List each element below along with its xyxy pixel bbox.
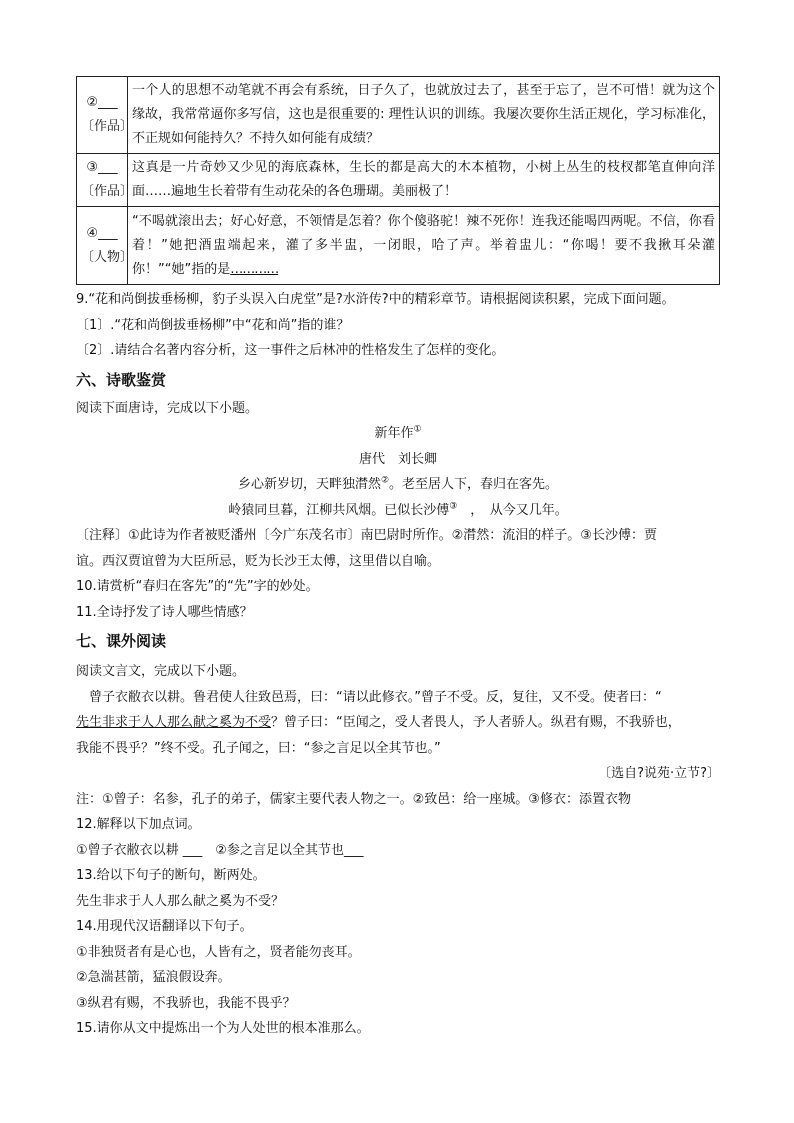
works-table <box>76 76 720 285</box>
question-9-1: 〔1〕.“花和尚倒拔垂杨柳”中“花和尚”指的谁？ <box>76 317 350 333</box>
label-category: 〔作品〕 <box>81 119 134 134</box>
question-13-sentence: 先生非求于人人那么献之奚为不受？ <box>76 893 285 909</box>
question-9: 9.“花和尚倒拔垂杨柳，豹子头误入白虎堂”是?水浒传?中的精彩章节。请根据阅读积累，完成下面问题。 <box>76 292 675 307</box>
question-12-items[interactable]: ①曾子衣敝衣以耕 ___ ②参之言足以全其节也___ <box>76 842 364 858</box>
poem-line: 乡心新岁切，天畔独潸然②。老至居人下，春归在客先。 <box>237 475 559 492</box>
footnote-mark: ① <box>413 424 422 435</box>
poem-note: 〔注释〕①此诗为作者被贬潘州〔今广东茂名市〕南巴尉时所作。②潸然：流泪的样子。③长沙傅：贾 <box>76 528 657 543</box>
source-citation: 〔选自?说苑·立节?〕 <box>598 766 720 781</box>
answer-blank[interactable]: ④___ <box>86 225 118 241</box>
footnote-mark: ② <box>380 475 390 486</box>
question-14-item: ③纵君有赐，不我骄也，我能不畏乎？ <box>76 995 296 1011</box>
answer-blank[interactable]: ②___ <box>86 95 118 110</box>
question-14: 14.用现代汉语翻译以下句子。 <box>76 919 253 934</box>
section-heading: 七、课外阅读 <box>76 632 167 650</box>
answer-blank[interactable]: ………… <box>230 261 279 277</box>
question-12: 12.解释以下加点词。 <box>76 817 201 832</box>
table-row <box>77 154 720 207</box>
table-row <box>77 77 720 154</box>
table-row <box>77 207 720 285</box>
row-label <box>77 154 134 207</box>
question-15: 15.请你从文中提炼出一个为人处世的根本准那么。 <box>76 1021 370 1036</box>
poem-author: 唐代 刘长卿 <box>358 451 437 467</box>
classical-note: 注：①曾子：名参，孔子的弟子，儒家主要代表人物之一。②致邑：给一座城。③修衣：添置衣物 <box>76 791 631 807</box>
worksheet-page <box>76 76 720 1042</box>
underlined-sentence: 先生非求于人人那么献之奚为不受 <box>76 715 272 730</box>
quote-text: 这真是一片奇妙又少见的海底森林，生长的都是高大的木本植物，小树上丛生的枝杈都笔直伸向洋面……遍地生长着带有生动花朵的各色珊瑚。美丽极了！ <box>128 154 720 207</box>
question-14-item: ①非独贤者有是心也，人皆有之，贤者能勿丧耳。 <box>76 944 361 960</box>
section-intro: 阅读下面唐诗，完成以下小题。 <box>76 400 259 416</box>
classical-text: 我能不畏乎？”终不受。孔子闻之，曰：“参之言足以全其节也。” <box>76 740 441 756</box>
question-10: 10.请赏析“春归在客先”的“先”字的妙处。 <box>76 579 319 594</box>
footnote-mark: ③ <box>449 501 458 512</box>
quote-text: 一个人的思想不动笔就不再会有系统，日子久了，也就放过去了，甚至于忘了，岂不可惜！就为这个缘故，我常常逼你多写信，这也是很重要的: 理性认识的训练。我屡次要你生活正规化，学习标准化，不正规如何能持久？不持久如何能有成绩？ <box>128 77 720 154</box>
question-9-2: 〔2〕.请结合名著内容分析，这一事件之后林冲的性格发生了怎样的变化。 <box>76 343 505 358</box>
label-category: 〔人物〕 <box>81 249 134 265</box>
question-14-item: ②急湍甚箭，猛浪假设奔。 <box>76 970 231 985</box>
quote-main: “不喝就滚出去；好心好意，不领情是怎着？你个傻骆驼！辣不死你！连我还能喝四两呢。不信，你看着！”她把酒盅端起来，灌了多半盅，一闭眼，哈了声。举着盅儿：“你喝！要不我揪耳朵灌你！”“她”指的是 <box>132 213 715 277</box>
poem-note: 谊。西汉贾谊曾为大臣所忌，贬为长沙王太傅，这里借以自喻。 <box>76 553 441 569</box>
poem-line: 岭猿同旦暮，江柳共风烟。已似长沙傅③ ， 从今又几年。 <box>228 501 568 518</box>
answer-blank[interactable]: ③___ <box>86 160 118 175</box>
quote-text <box>128 207 720 285</box>
section-heading: 六、诗歌鉴赏 <box>76 370 167 389</box>
row-label <box>77 77 134 154</box>
section-intro: 阅读文言文，完成以下小题。 <box>76 664 246 679</box>
question-13: 13.给以下句子的断句，断两处。 <box>76 868 266 883</box>
row-label <box>77 207 134 285</box>
question-11: 11.全诗抒发了诗人哪些情感？ <box>76 604 253 620</box>
classical-text: 曾子衣敝衣以耕。鲁君使人往致邑焉，曰：“请以此修衣。”曾子不受。反，复往，又不受。使者曰：“ <box>76 689 662 705</box>
classical-text: 先生非求于人人那么献之奚为不受？曾子曰：“臣闻之，受人者畏人，予人者骄人。纵君有赐，不我骄也， <box>76 715 681 730</box>
poem-title: 新年作① <box>374 424 422 441</box>
label-category: 〔作品〕 <box>81 184 134 199</box>
